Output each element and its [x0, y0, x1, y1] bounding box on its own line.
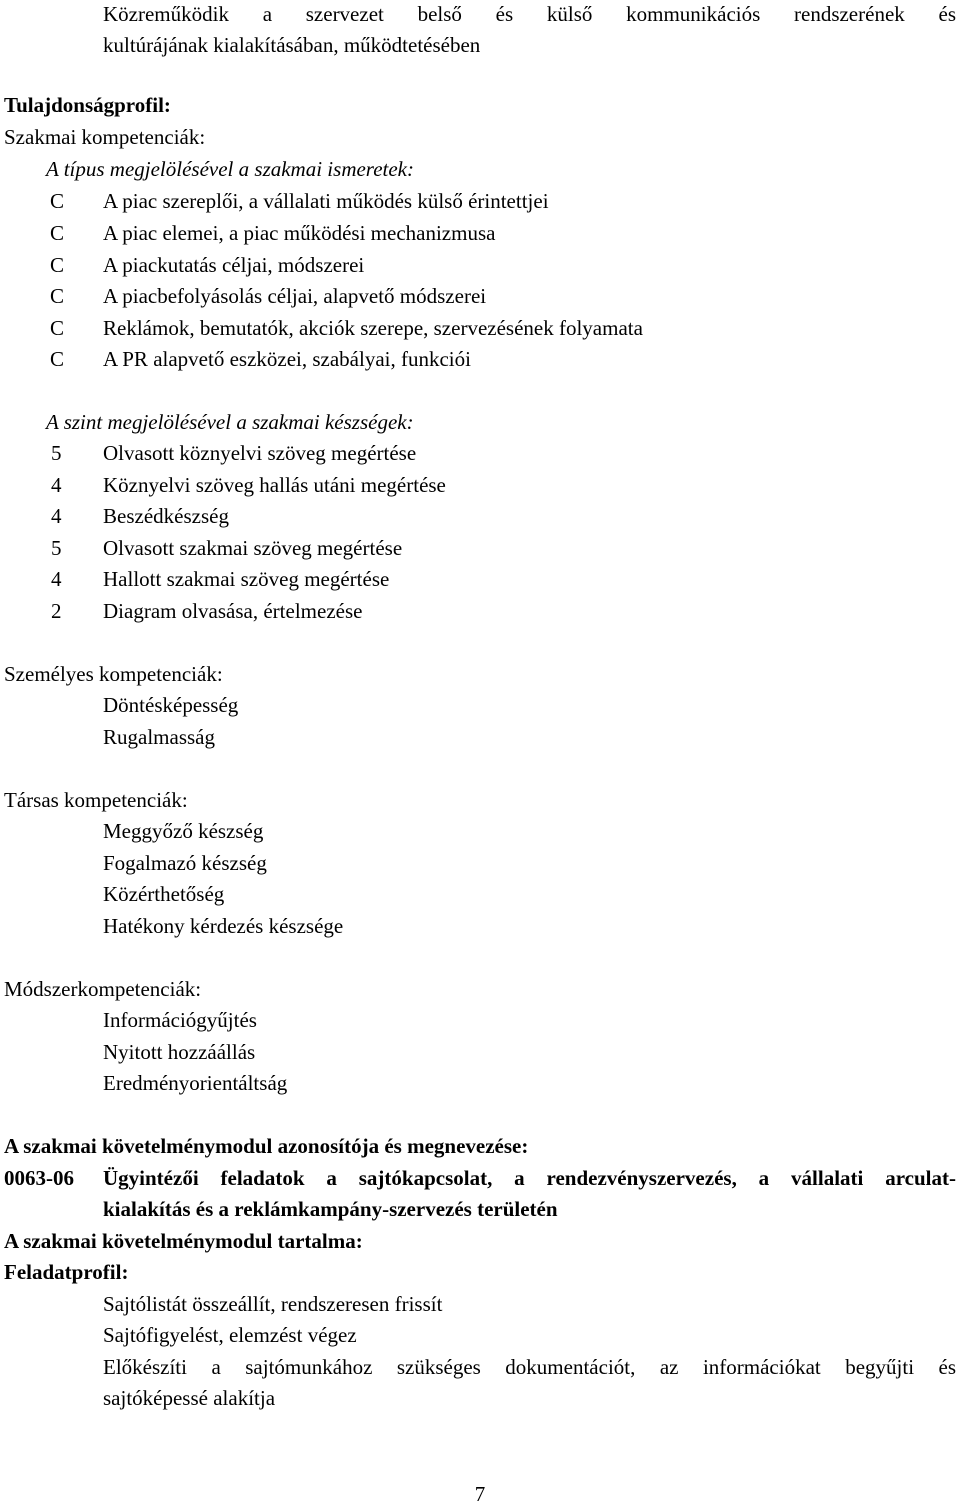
skill-item: Hallott szakmai szöveg megértése: [103, 567, 390, 591]
module-id-heading: A szakmai követelménymodul azonosítója és megnevezése:: [4, 1134, 529, 1158]
professional-competencies-label: Szakmai kompetenciák:: [4, 125, 206, 149]
knowledge-code: C: [50, 221, 65, 245]
skill-item: Diagram olvasása, értelmezése: [103, 599, 363, 623]
knowledge-code: C: [50, 316, 65, 340]
page-number: 7: [474, 1482, 486, 1506]
knowledge-code: C: [50, 284, 65, 308]
social-item: Fogalmazó készség: [103, 851, 267, 875]
knowledge-heading: A típus megjelölésével a szakmai ismeretek:: [46, 157, 414, 181]
social-competencies-label: Társas kompetenciák:: [4, 788, 188, 812]
social-item: Közérthetőség: [103, 882, 225, 906]
knowledge-item: A piackutatás céljai, módszerei: [103, 253, 365, 277]
knowledge-code: C: [50, 189, 65, 213]
task-item-3-line-1: Előkészíti a sajtómunkához szükséges dokumentációt, az információkat begyűjti és: [103, 1355, 956, 1379]
skill-item: Olvasott szakmai szöveg megértése: [103, 536, 403, 560]
module-code: 0063-06: [4, 1166, 74, 1190]
skill-level: 2: [51, 599, 62, 623]
skill-item: Köznyelvi szöveg hallás utáni megértése: [103, 473, 446, 497]
task-profile-heading: Feladatprofil:: [4, 1260, 129, 1284]
knowledge-item: Reklámok, bemutatók, akciók szerepe, szervezésének folyamata: [103, 316, 643, 340]
method-item: Információgyűjtés: [103, 1008, 257, 1032]
personal-item: Rugalmasság: [103, 725, 215, 749]
knowledge-code: C: [50, 253, 65, 277]
knowledge-item: A piacbefolyásolás céljai, alapvető módszerei: [103, 284, 487, 308]
personal-competencies-label: Személyes kompetenciák:: [4, 662, 223, 686]
knowledge-item: A piac elemei, a piac működési mechanizmusa: [103, 221, 496, 245]
module-title-line-1: Ügyintézői feladatok a sajtókapcsolat, a rendezvényszervezés, a vállalati arculat-: [103, 1166, 956, 1190]
skill-item: Beszédkészség: [103, 504, 229, 528]
task-item-3-line-2: sajtóképessé alakítja: [103, 1386, 276, 1410]
knowledge-item: A PR alapvető eszközei, szabályai, funkciói: [103, 347, 471, 371]
profile-heading: Tulajdonságprofil:: [4, 93, 171, 117]
intro-line-1: Közreműködik a szervezet belső és külső kommunikációs rendszerének és: [103, 2, 956, 26]
intro-line-2: kultúrájának kialakításában, működtetésében: [103, 33, 481, 57]
skill-level: 4: [51, 473, 62, 497]
skill-level: 4: [51, 567, 62, 591]
knowledge-item: A piac szereplői, a vállalati működés külső érintettjei: [103, 189, 549, 213]
social-item: Hatékony kérdezés készsége: [103, 914, 344, 938]
task-item: Sajtólistát összeállít, rendszeresen frissít: [103, 1292, 443, 1316]
skills-heading: A szint megjelölésével a szakmai készségek:: [46, 410, 414, 434]
social-item: Meggyőző készség: [103, 819, 264, 843]
skill-level: 4: [51, 504, 62, 528]
module-content-heading: A szakmai követelménymodul tartalma:: [4, 1229, 363, 1253]
method-competencies-label: Módszerkompetenciák:: [4, 977, 202, 1001]
knowledge-code: C: [50, 347, 65, 371]
task-item: Sajtófigyelést, elemzést végez: [103, 1323, 357, 1347]
skill-level: 5: [51, 441, 62, 465]
method-item: Nyitott hozzáállás: [103, 1040, 256, 1064]
skill-level: 5: [51, 536, 62, 560]
personal-item: Döntésképesség: [103, 693, 239, 717]
skill-item: Olvasott köznyelvi szöveg megértése: [103, 441, 417, 465]
module-title-line-2: kialakítás és a reklámkampány-szervezés területén: [103, 1197, 558, 1221]
method-item: Eredményorientáltság: [103, 1071, 288, 1095]
